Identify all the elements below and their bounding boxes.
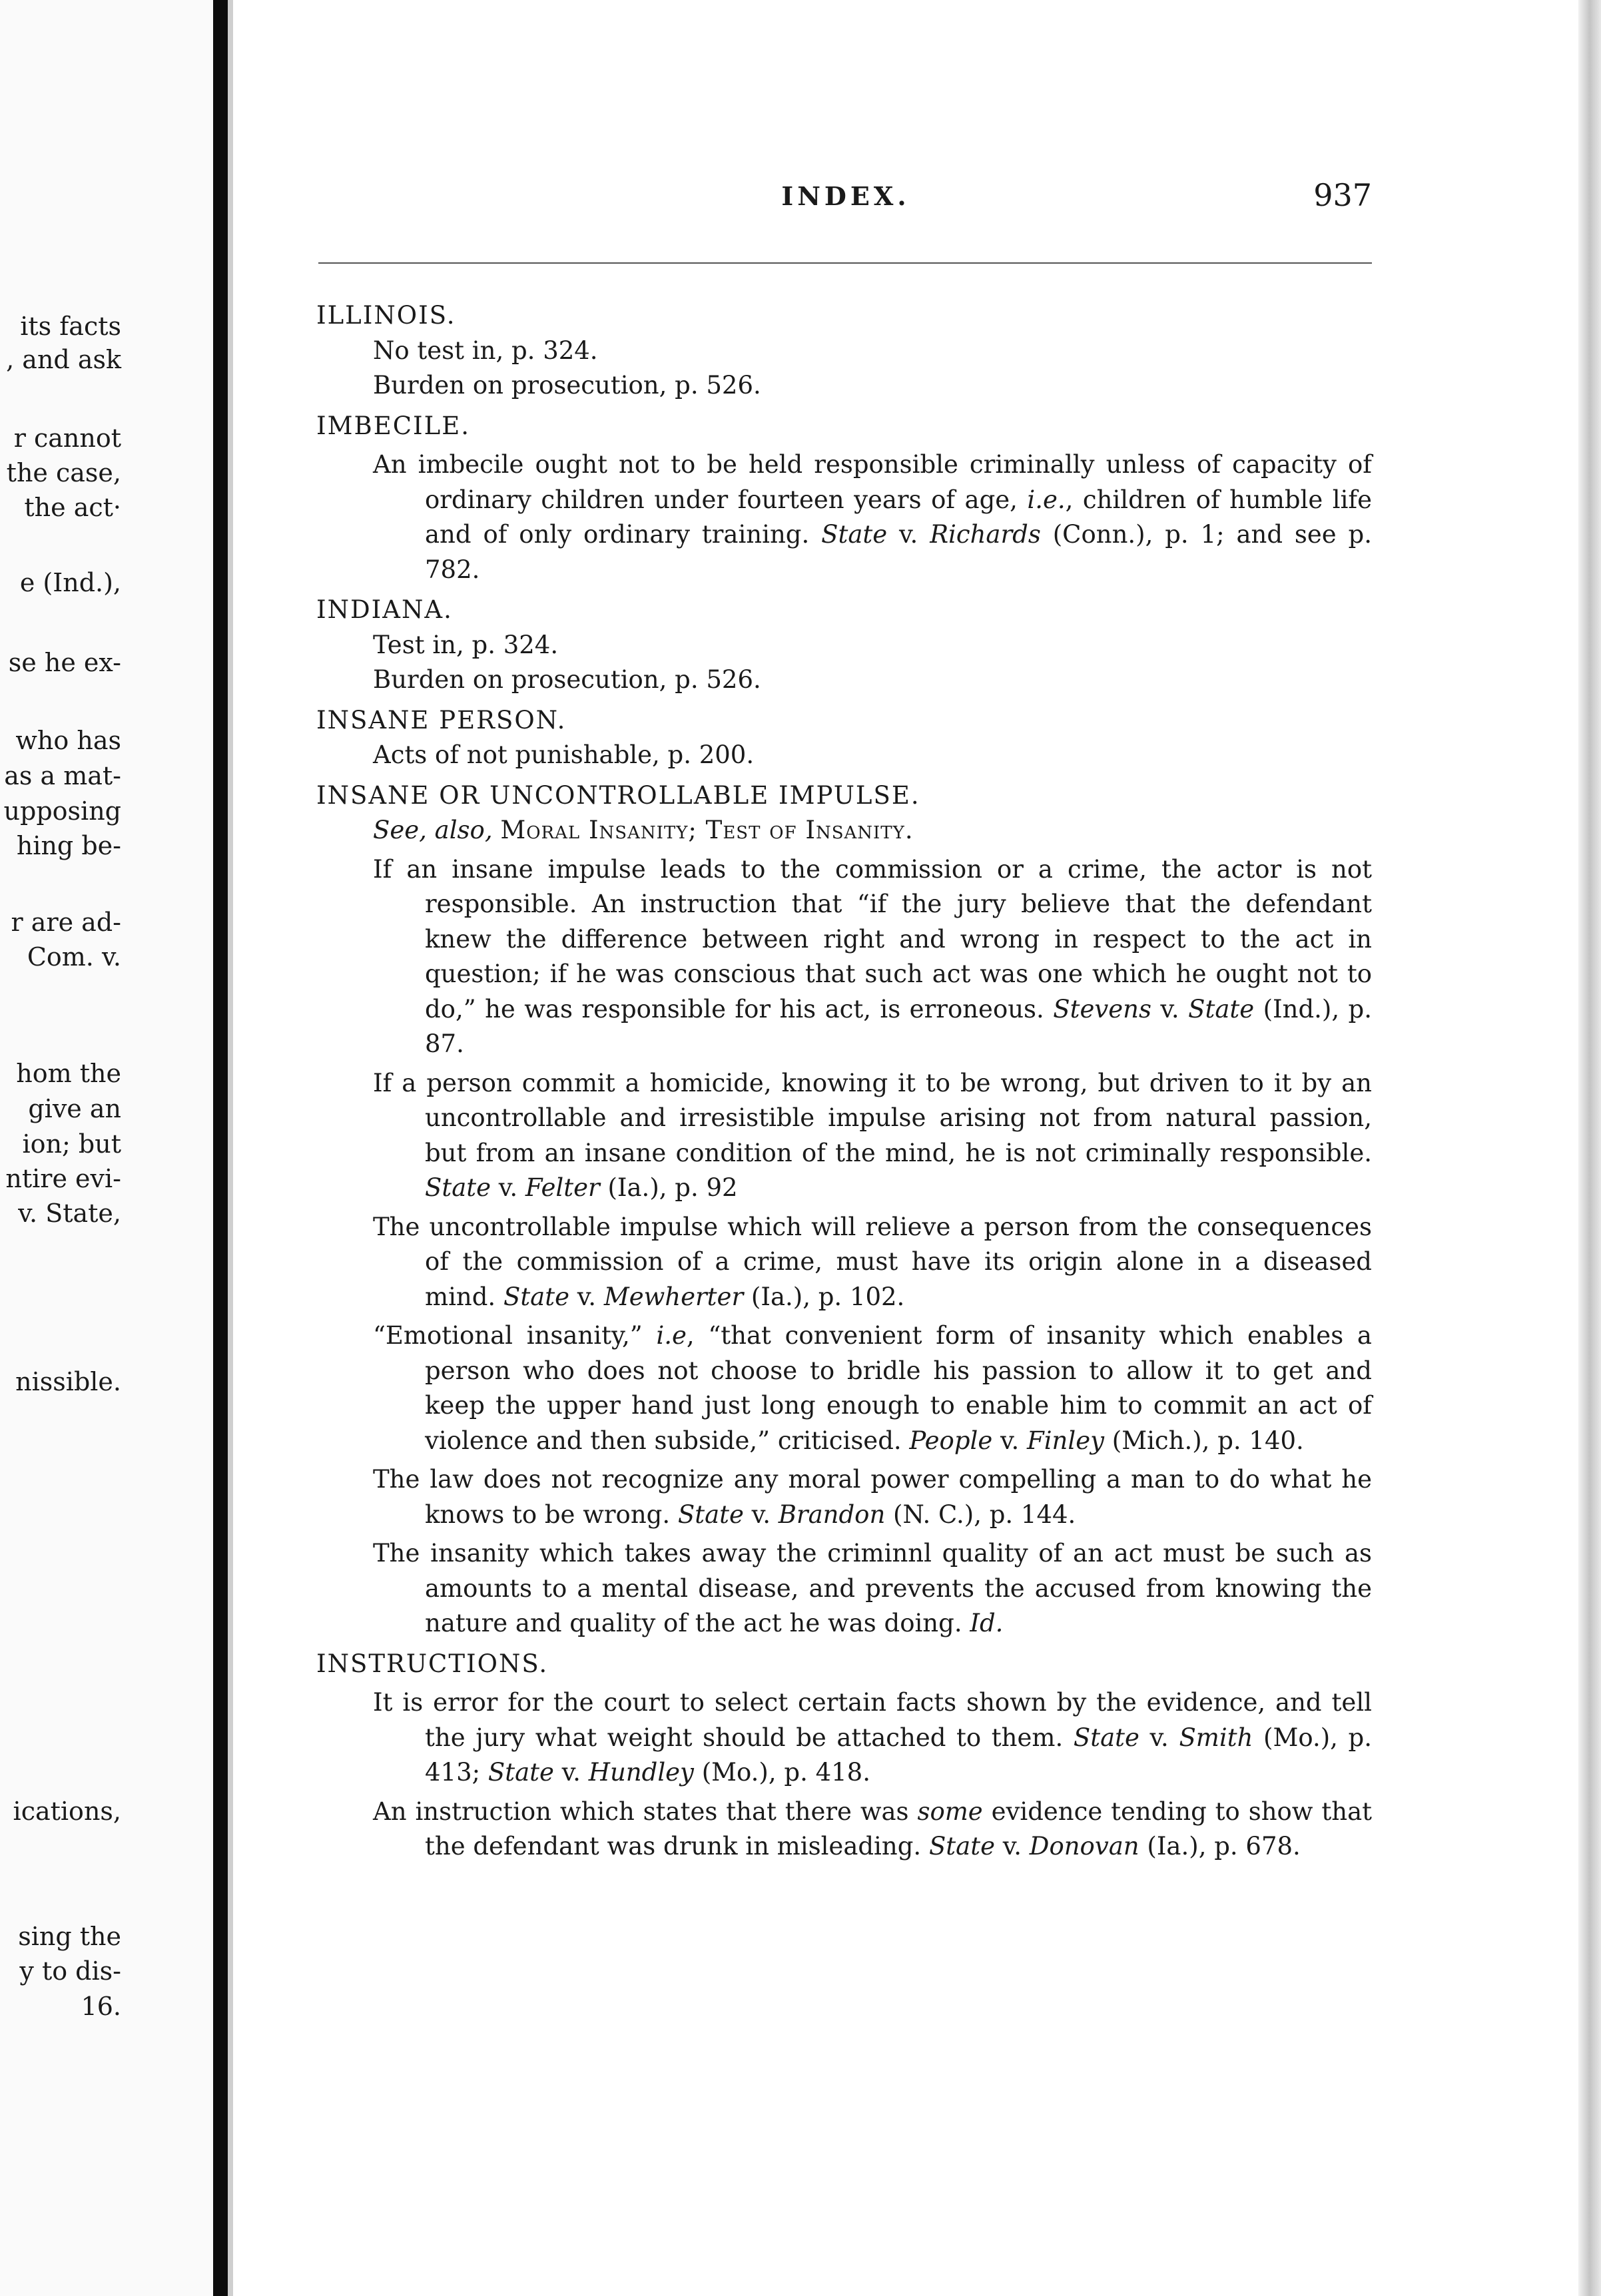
previous-page-text: , and ask [6,345,121,374]
entry-text: (Ind.), p. 87. [425,994,1372,1058]
entry-text: (Ia.), p. 102. [743,1282,905,1311]
index-body [316,293,1372,1865]
index-entry [373,1795,1372,1865]
index-entry [373,1462,1372,1532]
previous-page-text: ntire evi- [5,1164,121,1193]
index-section [316,703,1372,773]
previous-page-text: give an [28,1094,121,1123]
entry-text: v. [1151,994,1189,1023]
case-name: Mewherter [603,1282,744,1311]
index-section [316,1647,1372,1865]
entry-text: An instruction which states that there was [373,1797,918,1826]
index-heading: INSTRUCTIONS. [316,1649,549,1678]
entry-text: , “that convenient form of insanity which enables a person who does not choose to bridle his passion to allow it to get and keep the upper hand just long enough to enable him to commit an act of violence and then subside,” criticised. [425,1321,1372,1455]
case-name: Donovan [1029,1832,1139,1861]
case-name: State [821,520,888,549]
entry-text: An imbecile ought not to be held responsible criminally unless of capacity of ordinary children under fourteen years of age, [373,450,1372,514]
previous-page-text: ion; but [22,1129,121,1159]
page-gutter [228,0,233,2296]
previous-page-text: who has [15,726,121,755]
previous-page-text: hom the [16,1059,121,1088]
see-also-label: See, also, [373,816,493,844]
index-heading: INSANE PERSON. [316,705,567,734]
index-entry [373,1318,1372,1458]
see-also-line [373,813,1372,848]
index-subentry: Acts of not punishable, p. 200. [373,740,755,769]
entry-text: (Mich.), p. 140. [1104,1426,1304,1455]
previous-page-text: r cannot [13,424,121,453]
case-name: i.e [656,1321,687,1350]
entry-text: The law does not recognize any moral power compelling a man to do what he knows to be wrong. [373,1465,1372,1529]
previous-page-text: e (Ind.), [19,568,121,597]
entry-text: (Ia.), p. 92 [599,1173,738,1202]
previous-page-fragment [0,0,213,2296]
entry-text: v. [743,1500,779,1529]
case-name: Smith [1179,1723,1253,1752]
previous-page-text: the case, [6,458,121,487]
case-name: People [909,1426,993,1455]
case-name: State [487,1758,554,1787]
previous-page-text: r are ad- [11,908,121,937]
entry-text: v. [992,1426,1028,1455]
case-name: Hundley [588,1758,694,1787]
index-section [316,298,1372,404]
entry-text: It is error for the court to select certain facts shown by the evidence, and tell the jury what weight should be attached to them. [373,1688,1372,1752]
case-name: State [503,1282,570,1311]
case-name: Finley [1027,1426,1105,1455]
page-edge-shadow [1578,0,1601,2296]
entry-text: The insanity which takes away the criminnl quality of an act must be such as amounts to a mental disease, and prevents the accused from knowing the nature and quality of the act he was doing. [373,1539,1372,1637]
case-name: State [425,1173,491,1202]
entry-text: The uncontrollable impulse which will relieve a person from the consequences of the commission of a crime, must have its origin alone in a diseased mind. [373,1212,1372,1311]
entry-text: v. [569,1282,604,1311]
index-section [316,409,1372,588]
index-heading: IMBECILE. [316,411,470,440]
index-entry [373,1536,1372,1641]
entry-text: v. [887,520,930,549]
index-subentry: No test in, p. 324. [373,336,598,365]
entry-text: v. [1139,1723,1179,1752]
entry-text: If an insane impulse leads to the commission or a crime, the actor is not responsible. An instruction that “if the jury believe that the defendant knew the difference between right and wrong in respect to the act in question; if he was conscious that such act was one which he ought not to do,” he was responsible for his act, is erroneous. [373,854,1372,1023]
entry-text: evidence tending to show that the defendant was drunk in misleading. [425,1797,1372,1861]
entry-text: (N. C.), p. 144. [885,1500,1076,1529]
case-name: State [928,1832,995,1861]
entry-text: v. [491,1173,525,1202]
book-spine-shadow [213,0,228,2296]
previous-page-text: Com. v. [27,942,121,972]
entry-text: (Mo.), p. 413; [425,1723,1372,1787]
case-name: Stevens [1053,994,1151,1023]
case-name: i.e. [1027,485,1066,514]
entry-text: If a person commit a homicide, knowing it to be wrong, but driven to it by an uncontrollable and irresistible impulse arising not from natural passion, but from an insane condition of the mind, he is not criminally responsible. [373,1068,1372,1167]
case-name: State [1188,994,1255,1023]
case-name: Felter [525,1173,600,1202]
entry-text: (Mo.), p. 418. [693,1758,870,1787]
index-heading: INSANE OR UNCONTROLLABLE IMPULSE. [316,780,920,810]
running-title: INDEX. [781,181,910,211]
previous-page-text: ications, [13,1797,121,1826]
index-entry [373,852,1372,1062]
previous-page-text: its facts [20,312,121,341]
previous-page-text: as a mat- [4,761,121,790]
previous-page-text: 16. [81,1992,121,2021]
case-name: State [677,1500,744,1529]
previous-page-text: upposing [3,796,121,826]
previous-page-text: se he ex- [8,648,121,677]
index-subentry: Burden on prosecution, p. 526. [373,665,761,694]
case-name: Brandon [778,1500,886,1529]
case-name: some [917,1797,983,1826]
index-section [316,778,1372,1641]
index-entry [373,447,1372,587]
previous-page-text: nissible. [15,1367,121,1396]
see-also-refs: Moral Insanity; Test of Insanity. [500,816,914,844]
entry-text: (Conn.), p. 1; and see p. 782. [425,520,1372,584]
previous-page-text: v. State, [18,1199,121,1228]
page-header [320,177,1372,221]
case-name: Richards [930,520,1041,549]
entry-text: “Emotional insanity,” [373,1321,657,1350]
index-heading: INDIANA. [316,595,453,624]
index-entry [373,1685,1372,1791]
header-rule [318,262,1372,264]
index-entry [373,1066,1372,1206]
index-section [316,593,1372,698]
previous-page-text: sing the [18,1922,121,1951]
entry-text: (Ia.), p. 678. [1139,1832,1301,1861]
previous-page-text: the act· [24,493,121,522]
index-subentry: Burden on prosecution, p. 526. [373,371,761,400]
index-entry [373,1210,1372,1315]
entry-text: v. [994,1832,1030,1861]
previous-page-text: hing be- [16,831,121,860]
index-heading: ILLINOIS. [316,301,456,330]
previous-page-text: y to dis- [19,1956,121,1986]
index-subentry: Test in, p. 324. [373,630,559,659]
entry-text: , children of humble life and of only ordinary training. [425,485,1373,549]
case-name: State [1073,1723,1139,1752]
entry-text: v. [553,1758,589,1787]
case-name: Id. [970,1609,1004,1637]
page-number: 937 [1313,177,1372,213]
